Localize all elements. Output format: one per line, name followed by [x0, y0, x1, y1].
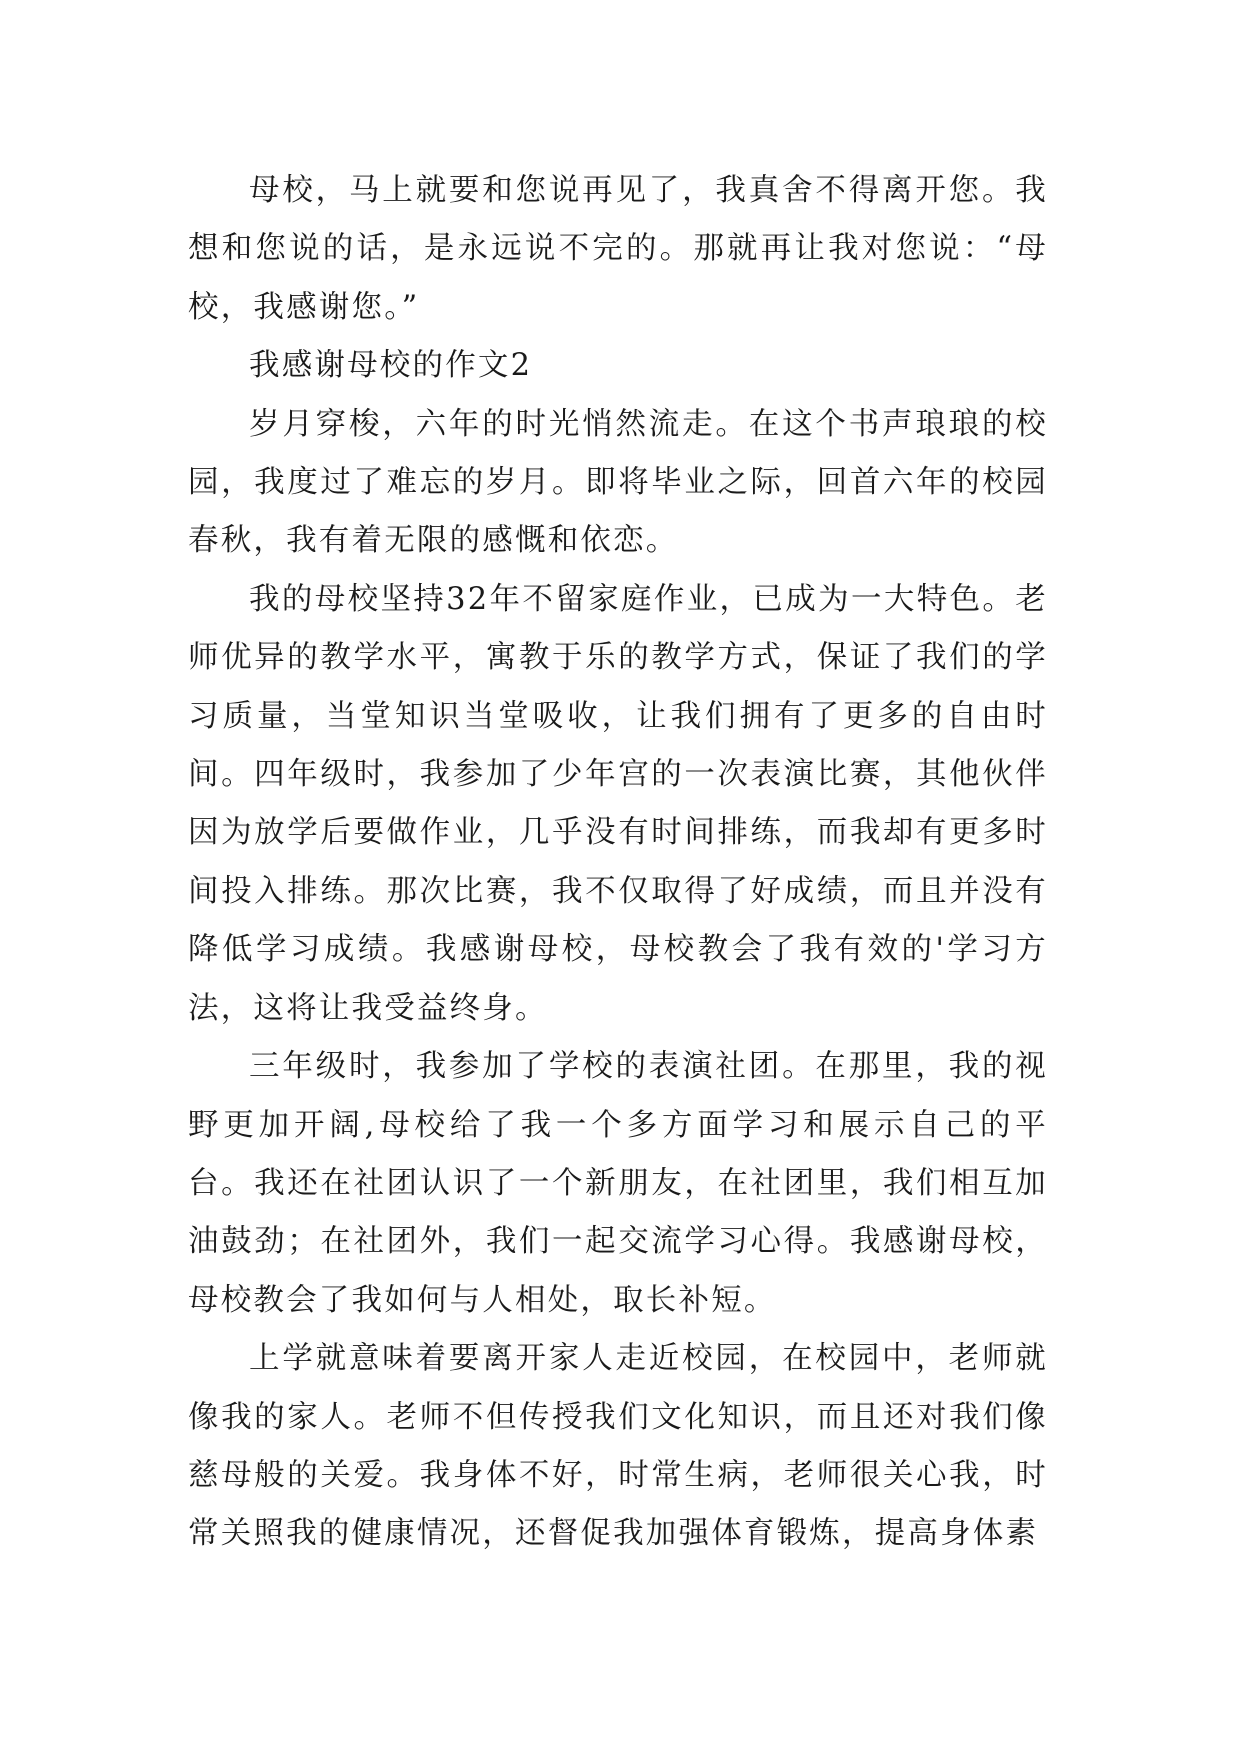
paragraph-intro: 岁月穿梭，六年的时光悄然流走。在这个书声琅琅的校园，我度过了难忘的岁月。即将毕业之际，回首六年的校园春秋，我有着无限的感慨和依恋。	[188, 406, 1048, 559]
essay-title: 我感谢母校的作文2	[249, 348, 533, 384]
document-body	[188, 162, 1048, 1564]
paragraph-farewell: 母校，马上就要和您说再见了，我真舍不得离开您。我想和您说的话，是永远说不完的。那就再让我对您说：“母校，我感谢您。”	[188, 173, 1048, 325]
paragraph-club: 三年级时，我参加了学校的表演社团。在那里，我的视野更加开阔,母校给了我一个多方面学习和展示自己的平台。我还在社团认识了一个新朋友，在社团里，我们相互加油鼓劲；在社团外，我们一起交流学习心得。我感谢母校，母校教会了我如何与人相处，取长补短。	[188, 1049, 1048, 1318]
paragraph-homework: 我的母校坚持32年不留家庭作业，已成为一大特色。老师优异的教学水平，寓教于乐的教学方式，保证了我们的学习质量，当堂知识当堂吸收，让我们拥有了更多的自由时间。四年级时，我参加了少年宫的一次表演比赛，其他伙伴因为放学后要做作业，几乎没有时间排练，而我却有更多时间投入排练。那次比赛，我不仅取得了好成绩，而且并没有降低学习成绩。我感谢母校，母校教会了我有效的'学习方法，这将让我受益终身。	[188, 581, 1048, 1026]
paragraph-teacher: 上学就意味着要离开家人走近校园，在校园中，老师就像我的家人。老师不但传授我们文化知识，而且还对我们像慈母般的关爱。我身体不好，时常生病，老师很关心我，时常关照我的健康情况，还督促我加强体育锻炼，提高身体素	[188, 1341, 1048, 1552]
